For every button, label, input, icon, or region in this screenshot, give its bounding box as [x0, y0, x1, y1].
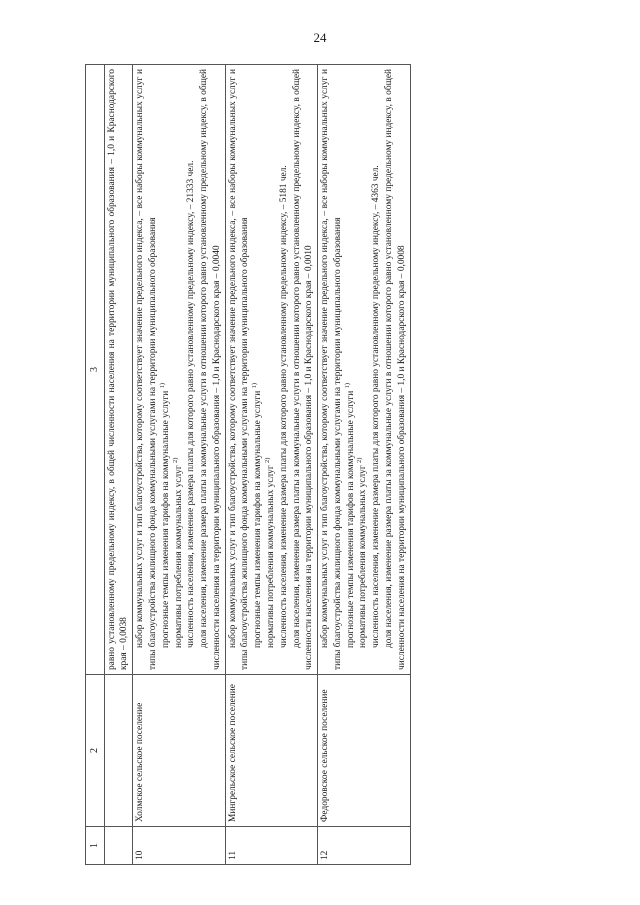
services-set-text: набор коммунальных услуг и тип благоустройства, которому соответствует значение предельного индекса, – все наборы коммунальных услуг и типы благоустройства жилищного фонда коммунальными услугами на территории муниципального образования	[320, 69, 343, 670]
rotated-table-area	[85, 65, 575, 865]
tariff-rates-text	[345, 69, 358, 670]
page-number: 24	[313, 30, 327, 45]
tariff-rates-text	[252, 69, 265, 670]
continuation-text-cell	[104, 65, 133, 675]
row-number: 10	[133, 827, 225, 865]
consumption-norms-label: нормативы потребления коммунальных услуг	[173, 465, 184, 648]
document-table	[85, 64, 411, 865]
settlement-name: Федоровское сельское поселение	[318, 675, 410, 827]
table-row	[225, 65, 317, 865]
consumption-norms-label: нормативы потребления коммунальных услуг	[265, 465, 276, 648]
footnote-marker: 2)	[356, 457, 364, 463]
tariff-rates-label: прогнозные темпы изменения тарифов на коммунальные услуги	[253, 390, 264, 648]
settlement-name: Холмское сельское поселение	[133, 675, 225, 827]
header-col-1: 1	[86, 827, 105, 865]
header-col-2: 2	[86, 675, 105, 827]
footnote-marker: 1)	[158, 382, 166, 389]
consumption-norms-text	[265, 69, 278, 670]
footnote-marker: 2)	[171, 457, 179, 463]
tariff-rates-label: прогнозные темпы изменения тарифов на коммунальные услуги	[345, 390, 356, 648]
row-number: 11	[225, 827, 317, 865]
continuation-row	[104, 65, 133, 865]
services-set-text: набор коммунальных услуг и тип благоустройства, которому соответствует значение предельного индекса, – все наборы коммунальных услуг и типы благоустройства жилищного фонда коммунальными услугами на территории муниципального образования	[227, 69, 251, 670]
tariff-rates-label: прогнозные темпы изменения тарифов на коммунальные услуги	[160, 390, 171, 648]
footnote-marker: 1)	[251, 382, 259, 389]
table-header-row	[86, 65, 105, 865]
row-description	[133, 65, 225, 675]
consumption-norms-text	[357, 69, 370, 670]
population-text: численность населения, изменение размера платы для которого равно установленному предельному индексу, – 21333 чел.	[186, 160, 197, 648]
settlement-name: Мингрельское сельское поселение	[225, 675, 317, 827]
table-row	[318, 65, 410, 865]
header-col-3: 3	[86, 65, 105, 675]
population-share-text: доля населения, изменение размера платы за коммунальные услуги в отношении которого равно установленному предельному индексу, в общей численности населения на территории муниципального образования – 1,0 и Краснодарского края – 0,0040	[199, 69, 222, 670]
footnote-marker: 2)	[263, 457, 271, 463]
row-description	[318, 65, 410, 675]
consumption-norms-text	[173, 69, 186, 670]
services-set-text: набор коммунальных услуг и тип благоустройства, которому соответствует значение предельного индекса, – все наборы коммунальных услуг и типы благоустройства жилищного фонда коммунальными услугами на территории муниципального образования	[135, 69, 158, 670]
continuation-num-cell	[104, 827, 133, 865]
tariff-rates-text	[160, 69, 173, 670]
consumption-norms-label: нормативы потребления коммунальных услуг	[358, 465, 369, 648]
population-text: численность населения, изменение размера платы для которого равно установленному предельному индексу, – 5181 чел.	[278, 165, 289, 648]
continuation-text: равно установленному предельному индексу, в общей численности населения на территории муниципального образования – 1,0 и Краснодарского края – 0,0038	[106, 69, 130, 670]
continuation-name-cell	[104, 675, 133, 827]
population-share-text: доля населения, изменение размера платы за коммунальные услуги в отношении которого равно установленному предельному индексу, в общей численности населения на территории муниципального образования – 1,0 и Краснодарского края – 0,0008	[384, 69, 407, 670]
row-description	[225, 65, 317, 675]
population-share-text: доля населения, изменение размера платы за коммунальные услуги в отношении которого равно установленному предельному индексу, в общей численности населения на территории муниципального образования – 1,0 и Краснодарского края – 0,0010	[291, 69, 315, 670]
footnote-marker: 1)	[343, 382, 351, 389]
table-row	[133, 65, 225, 865]
row-number: 12	[318, 827, 410, 865]
population-text: численность населения, изменение размера платы для которого равно установленному предельному индексу, – 4363 чел.	[371, 165, 382, 648]
